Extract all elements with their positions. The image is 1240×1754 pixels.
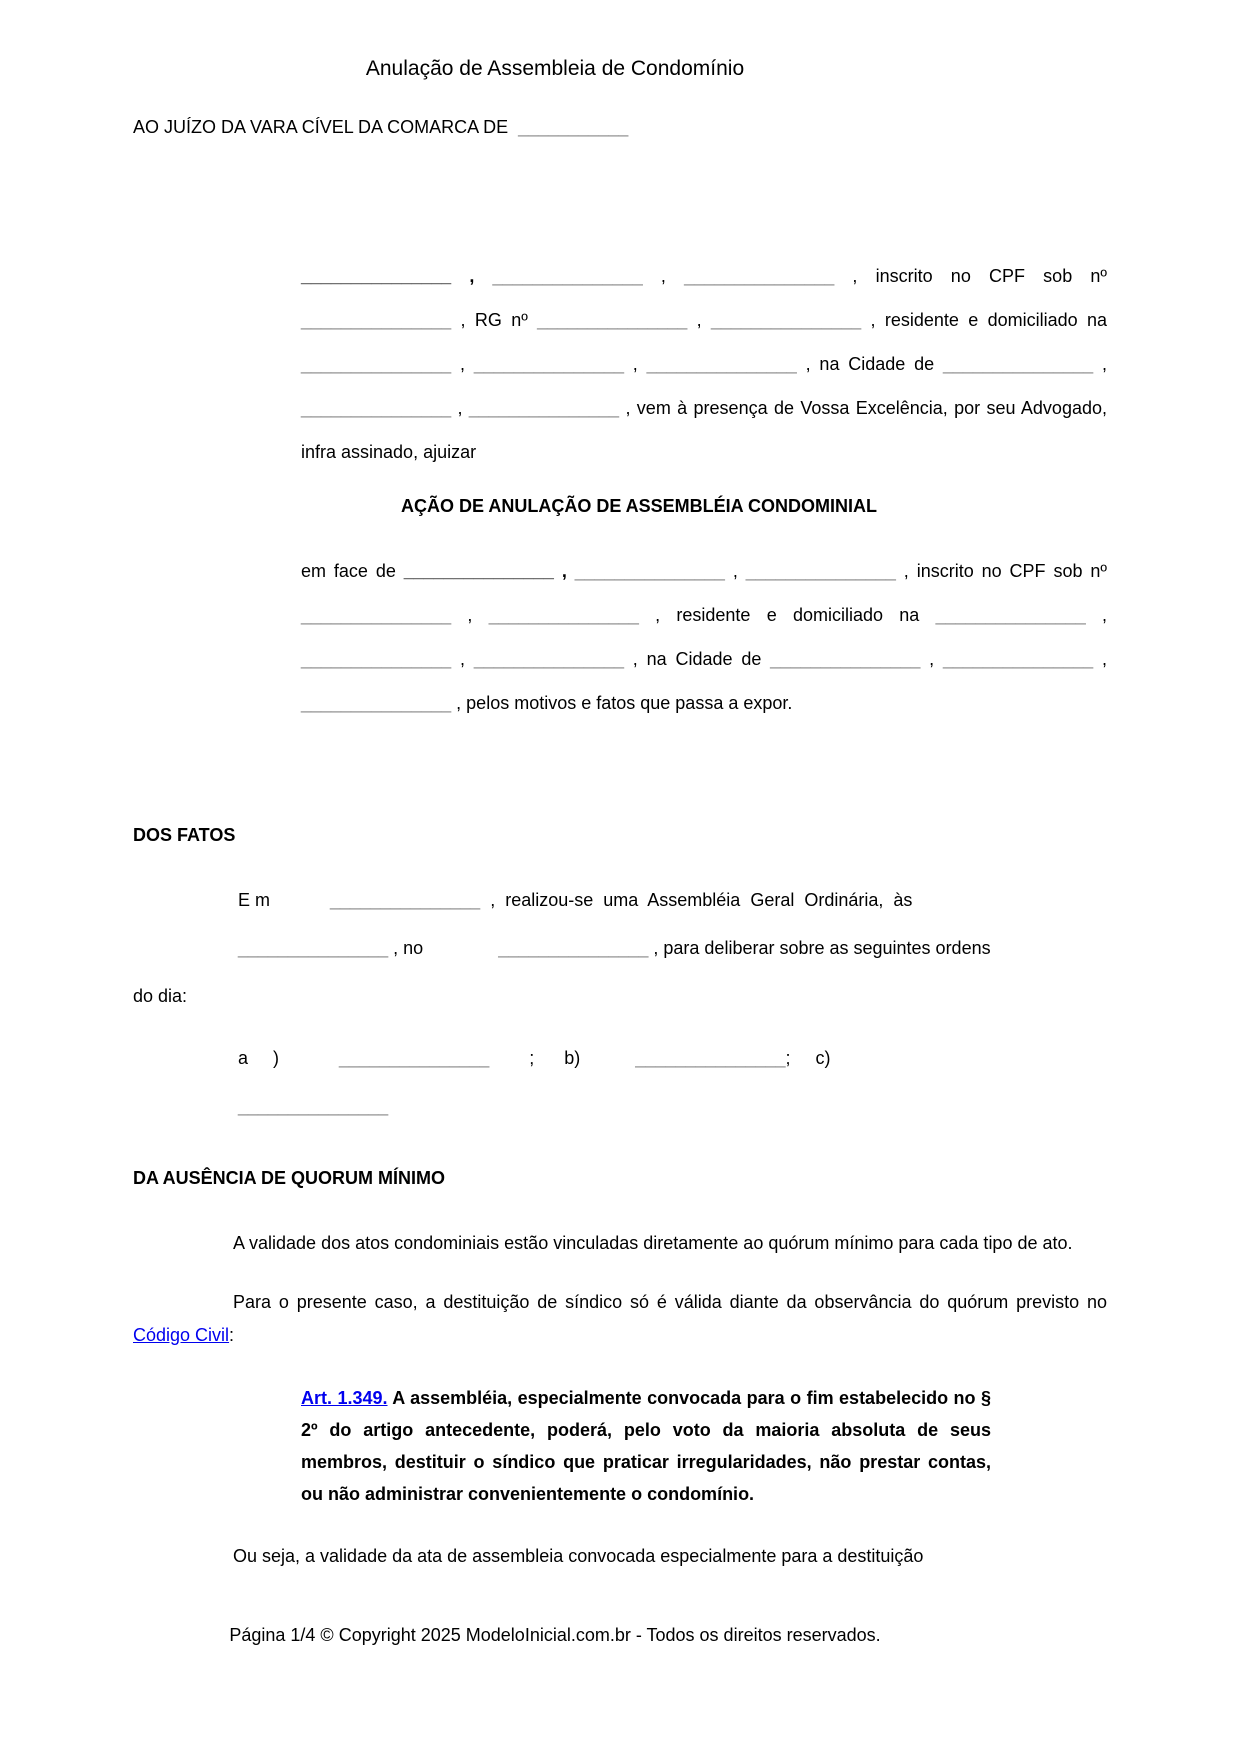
agenda-items-list: [133, 1034, 1107, 1130]
court-address-line: AO JUÍZO DA VARA CÍVEL DA COMARCA DE ___________: [133, 117, 629, 137]
blank-local: _______________: [498, 938, 649, 958]
facts-paragraph: [133, 876, 1107, 1020]
paragraph-quorum: Para o presente caso, a destituição de síndico só é válida diante da observância do quórum previsto no Código Civil:: [133, 1292, 1107, 1345]
blank-field: _______________: [488, 605, 639, 625]
page-footer: Página 1/4 © Copyright 2025 ModeloInicial.com.br - Todos os direitos reservados.: [229, 1625, 881, 1645]
section-heading-da-ausencia: DA AUSÊNCIA DE QUORUM MÍNIMO: [133, 1168, 445, 1188]
document-title: Anulação de Assembleia de Condomínio: [365, 57, 745, 80]
author-qualification-paragraph: _______________ , _______________ , _______________ , inscrito no CPF sob nº _______________ , RG nº _______________ , _______________ , residente e domiciliado na _______________ , _______________ , _______________ , na Cidade de _______________ , _______________ , _______________ , vem à presença de Vossa Excelência, por seu Advogado, infra assinado, ajuizar: [301, 266, 1107, 462]
facts-line-3: do dia:: [133, 986, 188, 1006]
blank-field: _______________: [468, 398, 620, 418]
blank-field: _______________: [301, 649, 452, 669]
blank-field: _______________: [935, 605, 1086, 625]
blank-field: _______________: [745, 561, 896, 581]
blank-field: _______________: [301, 354, 452, 374]
blank-field: _______________: [301, 398, 452, 418]
defendant-qualification-paragraph: em face de _______________ , _______________ , _______________ , inscrito no CPF sob nº _______________ , _______________ , residente e domiciliado na _______________ , _______________ , _______________ , na Cidade de _______________ , _______________ , _______________ , pelos motivos e fatos que passa a expor.: [301, 561, 1107, 713]
blank-data-assembleia: _______________: [330, 890, 481, 910]
blank-field: _______________: [710, 310, 862, 330]
blank-comarca: ___________: [518, 117, 629, 137]
section-heading-dos-fatos: DOS FATOS: [133, 825, 236, 845]
blank-field: _______________: [942, 354, 1094, 374]
law-quote-art-1349: Art. 1.349. A assembléia, especialmente convocada para o fim estabelecido no § 2º do artigo antecedente, poderá, pelo voto da maioria absoluta de seus membros, destituir o síndico que praticar irregularidades, não prestar contas, ou não administrar convenientemente o condomínio.: [301, 1388, 992, 1504]
paragraph-ou-seja: Ou seja, a validade da ata de assembleia convocada especialmente para a destituição: [233, 1546, 924, 1566]
facts-line-1: E m _______________ , realizou-se uma Assembléia Geral Ordinária, às: [238, 890, 913, 910]
blank-field: _______________: [473, 354, 624, 374]
blank-field: _______________: [770, 649, 921, 669]
blank-field: _______________: [574, 561, 725, 581]
blank-field: _______________: [646, 354, 797, 374]
blank-ordem-a: _______________: [339, 1048, 490, 1068]
blank-reu-nome: _______________: [403, 561, 554, 581]
blank-ordem-c: _______________: [238, 1096, 389, 1116]
blank-horario: _______________: [238, 938, 389, 958]
blank-field: _______________: [537, 310, 688, 330]
blank-autor-nome: _______________: [301, 266, 452, 286]
agenda-items-line-1: a ) _______________ ; b) _______________; c): [238, 1048, 831, 1068]
action-title-heading: AÇÃO DE ANULAÇÃO DE ASSEMBLÉIA CONDOMINIAL: [401, 496, 877, 516]
link-codigo-civil[interactable]: Código Civil: [133, 1325, 230, 1345]
blank-field: _______________: [301, 310, 452, 330]
blank-field: _______________: [942, 649, 1094, 669]
blank-field: _______________: [473, 649, 624, 669]
blank-field: _______________: [301, 605, 452, 625]
facts-line-2: _______________ , no _______________ , para deliberar sobre as seguintes ordens: [238, 938, 991, 958]
blank-field: _______________: [492, 266, 643, 286]
agenda-items-line-2: [133, 1082, 1107, 1130]
link-art-1349[interactable]: Art. 1.349.: [301, 1388, 388, 1408]
blank-field: _______________: [301, 693, 452, 713]
blank-field: _______________: [684, 266, 835, 286]
paragraph-validade: A validade dos atos condominiais estão vinculadas diretamente ao quórum mínimo para cada tipo de ato.: [233, 1233, 1073, 1253]
blank-ordem-b: _______________: [635, 1048, 786, 1068]
